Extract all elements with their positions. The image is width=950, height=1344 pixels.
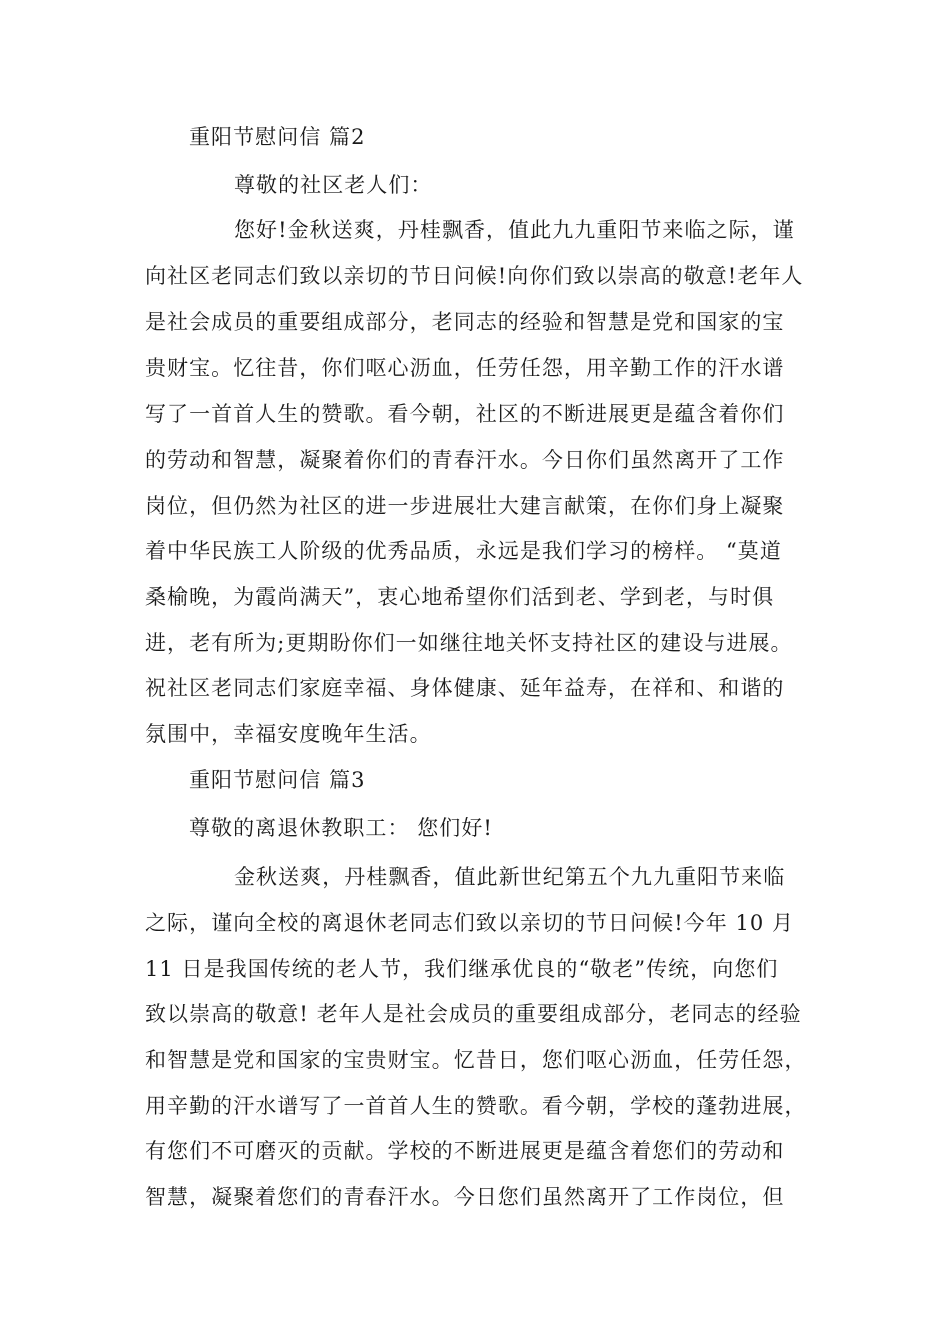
- paragraph-line: 进，老有所为;更期盼你们一如继往地关怀支持社区的建设与进展。: [145, 631, 793, 655]
- paragraph-line: 您好!金秋送爽，丹桂飘香，值此九九重阳节来临之际，谨: [234, 218, 795, 242]
- section-2-title: 重阳节慰问信 篇2: [189, 125, 366, 149]
- paragraph-line: 岗位，但仍然为社区的进一步进展壮大建言献策，在你们身上凝聚: [145, 494, 785, 518]
- section-2-salutation: 尊敬的社区老人们：: [234, 173, 433, 197]
- paragraph-line: 祝社区老同志们家庭幸福、身体健康、延年益寿，在祥和、和谐的: [145, 676, 785, 700]
- paragraph-line: 是社会成员的重要组成部分，老同志的经验和智慧是党和国家的宝: [145, 310, 785, 334]
- paragraph-line: 和智慧是党和国家的宝贵财宝。忆昔日，您们呕心沥血，任劳任怨，: [145, 1048, 807, 1072]
- paragraph-line: 有您们不可磨灭的贡献。学校的不断进展更是蕴含着您们的劳动和: [145, 1139, 785, 1163]
- paragraph-line: 的劳动和智慧，凝聚着你们的青春汗水。今日你们虽然离开了工作: [145, 448, 785, 472]
- paragraph-line: 氛围中，幸福安度晚年生活。: [145, 722, 432, 746]
- paragraph-line: 用辛勤的汗水谱写了一首首人生的赞歌。看今朝，学校的蓬勃进展，: [145, 1094, 807, 1118]
- paragraph-line: 着中华民族工人阶级的优秀品质，永远是我们学习的榜样。 “莫道: [145, 539, 782, 563]
- paragraph-line: 写了一首首人生的赞歌。看今朝，社区的不断进展更是蕴含着你们: [145, 402, 785, 426]
- paragraph-line: 致以崇高的敬意! 老年人是社会成员的重要组成部分，老同志的经验: [145, 1002, 802, 1026]
- paragraph-line: 之际，谨向全校的离退休老同志们致以亲切的节日问候!今年 10 月: [145, 911, 795, 935]
- paragraph-line: 智慧，凝聚着您们的青春汗水。今日您们虽然离开了工作岗位，但: [145, 1185, 785, 1209]
- paragraph-line: 金秋送爽，丹桂飘香，值此新世纪第五个九九重阳节来临: [234, 865, 786, 889]
- paragraph-line: 11 日是我国传统的老人节，我们继承优良的“敬老”传统，向您们: [145, 957, 779, 981]
- section-3-salutation: 尊敬的离退休教职工： 您们好!: [189, 816, 493, 840]
- paragraph-line: 贵财宝。忆往昔，你们呕心沥血，任劳任怨，用辛勤工作的汗水谱: [145, 356, 785, 380]
- paragraph-line: 向社区老同志们致以亲切的节日问候!向你们致以崇高的敬意!老年人: [145, 264, 804, 288]
- paragraph-line: 桑榆晚，为霞尚满天”，衷心地希望你们活到老、学到老，与时俱: [145, 585, 775, 609]
- section-3-title: 重阳节慰问信 篇3: [189, 768, 366, 792]
